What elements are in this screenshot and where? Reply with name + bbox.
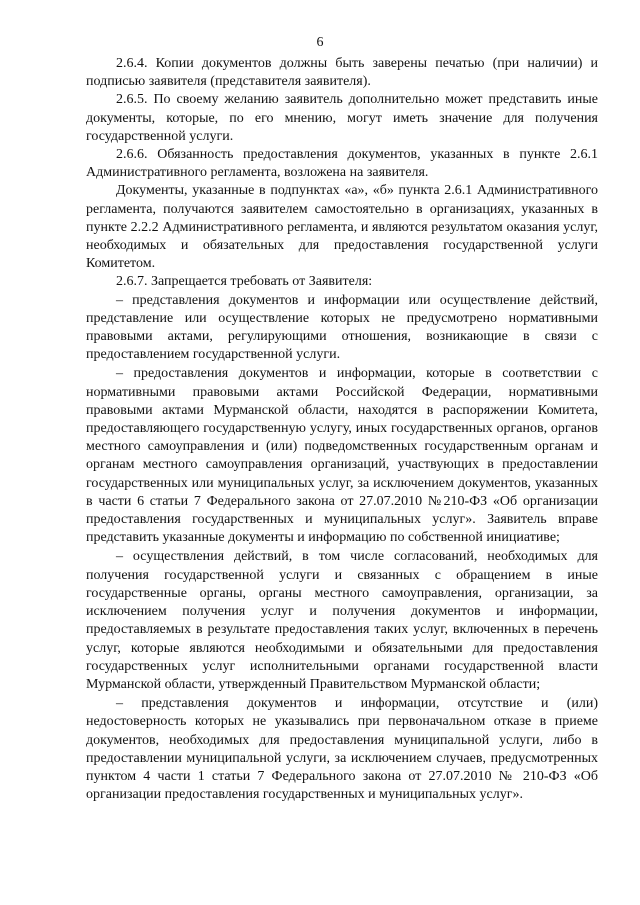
list-item-prohibited-3: – осуществления действий, в том числе согласований, необходимых для получения государственной услуги и связанных с обращением в иные государственные органы, органы местного самоуправления, организации, за исключением получения услуг и получения документов и информации, предоставляемых в результате предоставления таких услуг, включенных в перечень услуг, которые являются необходимыми и обязательными для предоставления государственных услуг исполнительными органами государственной власти Мурманской области, утвержденный Правительством Мурманской области; bbox=[86, 549, 598, 692]
list-item-prohibited-2: – предоставления документов и информации, которые в соответствии с нормативными правовыми актами Российской Федерации, нормативными правовыми актами Мурманской области, находятся в распоряжении Комитета, предоставляющего государственную услугу, иных государственных органов, органов местного самоуправления и (или) подведомственных государственным органам и органам местного самоуправления организаций, участвующих в предоставлении государственных или муниципальных услуг, за исключением документов, указанных в части 6 статьи 7 Федерального закона от 27.07.2010 №210-ФЗ «Об организации предоставления государственных и муниципальных услуг». Заявитель вправе представить указанные документы и информацию по собственной инициативе; bbox=[86, 366, 598, 546]
document-body bbox=[86, 55, 598, 804]
paragraph-2-6-5: 2.6.5. По своему желанию заявитель дополнительно может представить иные документы, которые, по его мнению, могут иметь значение для получения государственной услуги. bbox=[86, 92, 598, 144]
paragraph-2-6-4: 2.6.4. Копии документов должны быть заверены печатью (при наличии) и подписью заявителя (представителя заявителя). bbox=[86, 56, 598, 90]
paragraph-2-6-6: 2.6.6. Обязанность предоставления документов, указанных в пункте 2.6.1 Административного регламента, возложена на заявителя. bbox=[86, 147, 598, 181]
paragraph-documents-a-b: Документы, указанные в подпунктах «а», «б» пункта 2.6.1 Административного регламента, получаются заявителем самостоятельно в организациях, указанных в пункте 2.2.2 Административного регламента, и являются результатом оказания услуг, необходимых и обязательных для предоставления государственной услуги Комитетом. bbox=[86, 183, 598, 272]
list-item-prohibited-1: – представления документов и информации или осуществление действий, представление или осуществление которых не предусмотрено нормативными правовыми актами, регулирующими отношения, возникающие в связи с предоставлением государственной услуги. bbox=[86, 292, 598, 363]
page-number: 6 bbox=[316, 35, 324, 50]
list-item-prohibited-4: – представления документов и информации, отсутствие и (или) недостоверность которых не указывались при первоначальном отказе в приеме документов, необходимых для предоставления муниципальной услуги, либо в предоставлении муниципальной услуги, за исключением случаев, предусмотренных пунктом 4 части 1 статьи 7 Федерального закона от 27.07.2010 № 210-ФЗ «Об организации предоставления государственных и муниципальных услуг». bbox=[86, 696, 598, 803]
paragraph-2-6-7-heading: 2.6.7. Запрещается требовать от Заявителя: bbox=[116, 274, 373, 290]
